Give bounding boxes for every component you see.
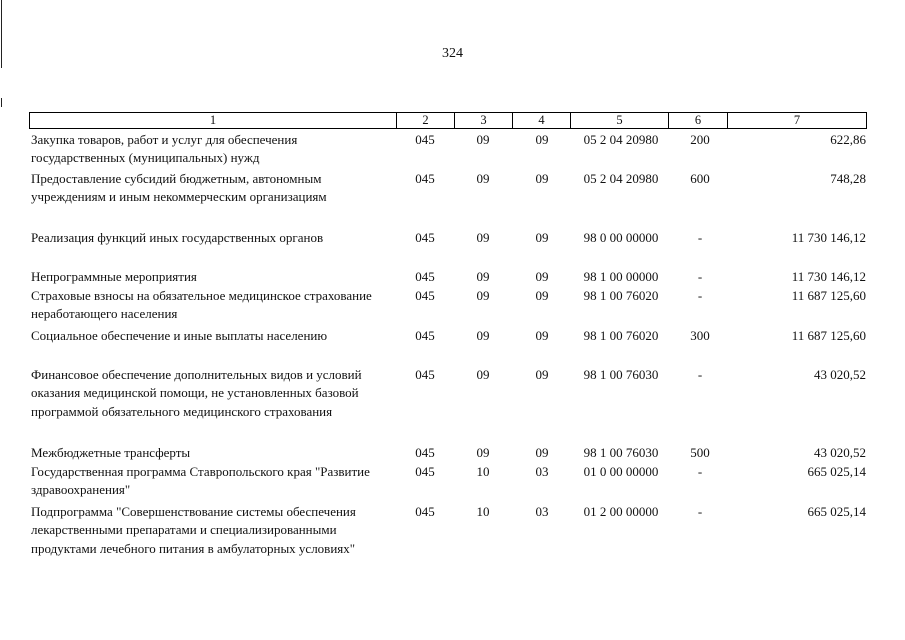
row-subsection-code: 09 — [535, 288, 549, 303]
row-amount: 11 687 125,60 — [791, 288, 866, 303]
row-subsection-code: 09 — [535, 132, 549, 147]
row-ministry-code: 045 — [415, 171, 435, 186]
row-target-article: 98 1 00 76020 — [583, 328, 659, 343]
column-header-4: 4 — [513, 113, 571, 129]
row-target-article: 01 0 00 00000 — [583, 464, 659, 479]
row-expense-type: - — [697, 269, 703, 284]
row-subsection-code: 09 — [535, 445, 549, 460]
row-description: Финансовое обеспечение дополнительных видов и условий оказания медицинской помощи, не установленных базовой программой обязательного медицинского страхования — [31, 367, 362, 419]
row-description: Непрограммные мероприятия — [31, 269, 197, 284]
row-target-article: 01 2 00 00000 — [583, 504, 659, 519]
row-ministry-code: 045 — [415, 367, 435, 382]
row-amount: 748,28 — [830, 171, 866, 186]
column-header-7: 7 — [728, 113, 867, 129]
row-ministry-code: 045 — [415, 230, 435, 245]
row-expense-type: - — [697, 230, 703, 245]
row-subsection-code: 09 — [535, 269, 549, 284]
row-ministry-code: 045 — [415, 504, 435, 519]
row-target-article: 05 2 04 20980 — [583, 132, 659, 147]
row-amount: 665 025,14 — [807, 464, 866, 479]
column-header-6: 6 — [669, 113, 728, 129]
row-subsection-code: 09 — [535, 171, 549, 186]
row-section-code: 09 — [476, 445, 490, 460]
row-subsection-code: 09 — [535, 367, 549, 382]
row-description: Подпрограмма "Совершенствование системы обеспечения лекарственными препаратами и специализированными продуктами лечебного питания в амбулаторных условиях" — [31, 504, 356, 556]
row-section-code: 09 — [476, 269, 490, 284]
page-number: 324 — [442, 46, 463, 61]
column-header-1: 1 — [30, 113, 397, 129]
row-ministry-code: 045 — [415, 464, 435, 479]
row-amount: 622,86 — [830, 132, 866, 147]
row-expense-type: 300 — [690, 328, 710, 343]
column-header-3: 3 — [455, 113, 513, 129]
column-header-5: 5 — [571, 113, 669, 129]
row-ministry-code: 045 — [415, 288, 435, 303]
row-section-code: 10 — [476, 464, 490, 479]
row-amount: 665 025,14 — [807, 504, 866, 519]
row-expense-type: 200 — [690, 132, 710, 147]
row-target-article: 98 1 00 76020 — [583, 288, 659, 303]
row-target-article: 98 1 00 76030 — [583, 445, 659, 460]
row-section-code: 10 — [476, 504, 490, 519]
row-description: Страховые взносы на обязательное медицинское страхование неработающего населения — [31, 288, 372, 322]
row-ministry-code: 045 — [415, 445, 435, 460]
row-amount: 11 730 146,12 — [791, 269, 866, 284]
row-section-code: 09 — [476, 230, 490, 245]
row-section-code: 09 — [476, 171, 490, 186]
row-description: Закупка товаров, работ и услуг для обеспечения государственных (муниципальных) нужд — [31, 132, 298, 166]
row-expense-type: - — [697, 367, 703, 382]
row-ministry-code: 045 — [415, 132, 435, 147]
row-target-article: 98 1 00 00000 — [583, 269, 659, 284]
row-target-article: 05 2 04 20980 — [583, 171, 659, 186]
row-target-article: 98 0 00 00000 — [583, 230, 659, 245]
row-amount: 43 020,52 — [814, 445, 866, 460]
row-expense-type: 600 — [690, 171, 710, 186]
row-section-code: 09 — [476, 288, 490, 303]
row-subsection-code: 03 — [535, 504, 549, 519]
row-expense-type: - — [697, 464, 703, 479]
row-ministry-code: 045 — [415, 328, 435, 343]
column-header-2: 2 — [397, 113, 455, 129]
row-expense-type: 500 — [690, 445, 710, 460]
row-subsection-code: 09 — [535, 328, 549, 343]
row-expense-type: - — [697, 504, 703, 519]
row-section-code: 09 — [476, 367, 490, 382]
row-description: Предоставление субсидий бюджетным, автономным учреждениям и иным некоммерческим организациям — [31, 171, 327, 205]
row-description: Государственная программа Ставропольского края "Развитие здравоохранения" — [31, 464, 370, 498]
row-section-code: 09 — [476, 328, 490, 343]
row-description: Социальное обеспечение и иные выплаты населению — [31, 328, 328, 343]
row-expense-type: - — [697, 288, 703, 303]
row-description: Межбюджетные трансферты — [31, 445, 191, 460]
row-subsection-code: 03 — [535, 464, 549, 479]
row-amount: 43 020,52 — [814, 367, 866, 382]
row-target-article: 98 1 00 76030 — [583, 367, 659, 382]
row-amount: 11 730 146,12 — [791, 230, 866, 245]
row-ministry-code: 045 — [415, 269, 435, 284]
row-subsection-code: 09 — [535, 230, 549, 245]
row-section-code: 09 — [476, 132, 490, 147]
row-amount: 11 687 125,60 — [791, 328, 866, 343]
row-description: Реализация функций иных государственных органов — [31, 230, 324, 245]
